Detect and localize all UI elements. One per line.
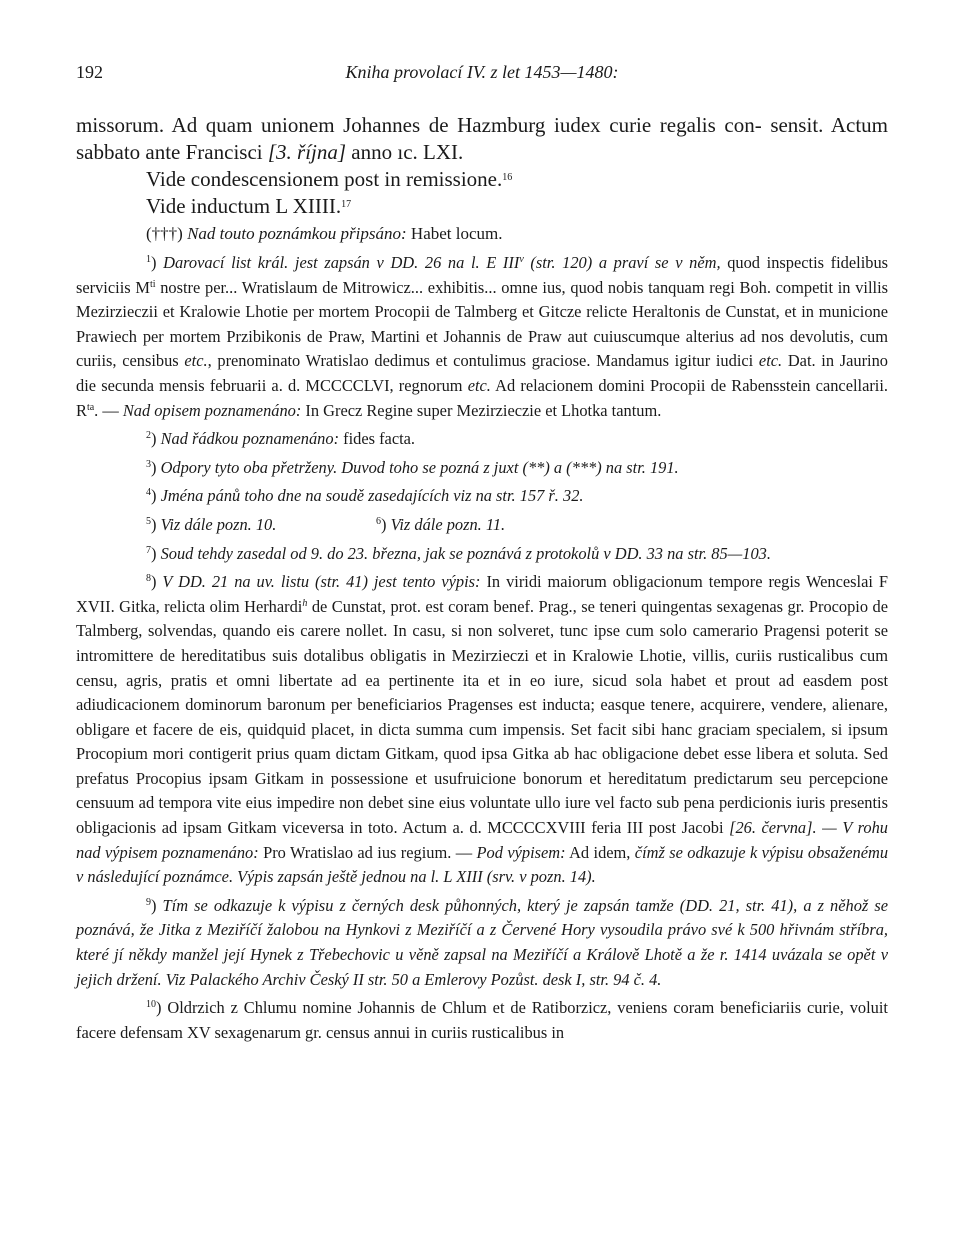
footnote-4: $^4$) Jména pánů toho dne na soudě zasedajících viz na str. 157 ř. 32. bbox=[146, 486, 584, 506]
footnote-3: $^3$) Odpory tyto oba přetrženy. Duvod toho se pozná z juxt (**) a (***) na str. 191. bbox=[146, 457, 679, 477]
footnote-italic: Darovací list král. jest zapsán v DD. 26 na l. E III bbox=[163, 253, 520, 272]
cross-reference bbox=[76, 166, 888, 193]
note-symbol: (†††) bbox=[146, 224, 188, 243]
footnote-9: $^9$) Tím se odkazuje k výpisu z černých desk půhonných, který je zapsán tamže (DD. 21, str. 41), a z něhož se poznává, že Jitka z Meziříčí žalobou na Hynkovi z Meziříčí a z Červené Hory vysoudila právo své k 500 hřivnám stříbra, které jí někdy manžel její Hynek z Třebechovic u věně zapsal na Meziříčí a Králově Lhotě a že r. 1414 uvázala se opět v jejich držení. Viz Palackého Archiv Český II str. 50 a Emlerovy Pozůst. desk I, str. 94 č. 4. bbox=[76, 895, 888, 989]
superscript: h bbox=[302, 597, 308, 609]
footnote-text: de Cunstat, prot. est coram benef. Prag., se teneri quingentas sexagenas gr. Procopio de Talmberg, solvendas, quando eis carere nollet. In casu, si non solveret, tunc ipse cum solo camerario Pragensi poterit se intromittere de hereditatibus suis dotalibus obligatis in Mezirzieczi et in Kralowie Lhotie, villis, curiis rusticalibus cum censu, agris, pratis et omni libertate ad ea pertinente ita et in eo iure, sicud sola habet et prout ad easdem post adiudicacionem dominorum baronum per beneficiarios Pragenses est inducta; easque tenere, acquirere, vendere, alienare, obligare et facere de eis, quidquid placet, in dicta summa cum impensis. Set facit sibi hanc graciam specialem, si ipsum Procopium mori contigerit prius quam dictam Gitkam, quod ipsa Gitka ab hac obligacione debet esse libera et soluta. Sed prefatus Procopius ipsam Gitkam in possessione et usufruicione bonorum et hereditatum predictarum seu percepcione censuum ad tempora vite eius impedire non debet sine eius voluntate ullo iure vel facto sub pena perdicionis iuris presentis obligacionis ad ipsam Gitkam viceversa in toto. Actum a. d. MCCCCXVIII feria III post Jacobi bbox=[76, 596, 888, 838]
footnote-text: Ad idem, bbox=[565, 842, 635, 862]
superscript: ta bbox=[86, 401, 95, 413]
footnote-text: In viridi maiorum obligacionum tempore regis Wenceslai F XVII. Gitka, relicta olim Herhardi bbox=[76, 572, 888, 616]
footnote-1: $^1$) Darovací list král. jest zapsán v DD. 26 na l. E III$^v$ (str. 120) a praví se v něm, quod inspectis fidelibus serviciis $M^{ti}$ nostre per... Wratislaum de Mitrowicz... exhibitis... omne ius, quod nobis tanquam regi Boh. competit in villis Mezirzieczii et Kralowie Lhotie per mortem Procopii de Talmberg et Gitcze relicte Heraltonis de Cunstat, et in municione Prawiech per mortem Przibikonis de Praw, Martini et Johannis de Praw aut cuiuscumque alterius ad nos devolutis, cum curiis, censibus etc., prenominato Wratislao dedimus et contulimus graciose. Mandamus igitur iudici etc. Dat. in Jaurino die secunda mensis februarii a. d. MCCCCLVI, regnorum etc. Ad relacionem domini Procopii de Rabensstein cancellarii. $R^{ta}$. — Nad opisem poznamenáno: In Grecz Regine super Mezirzieczie et Lhotka tantum. bbox=[76, 253, 889, 420]
footnote-number: 3 bbox=[146, 458, 151, 470]
footnote-number: 1 bbox=[146, 254, 151, 265]
note-text: Habet locum. bbox=[406, 224, 503, 243]
footnote-italic: V DD. 21 na uv. listu (str. 41) jest tento výpis: bbox=[162, 572, 481, 592]
main-line: sensit. Actum sabbato ante Francisci bbox=[76, 113, 888, 164]
footnote-number: 8 bbox=[146, 573, 151, 585]
footnote-6: $^6$) Viz dále pozn. 11. bbox=[376, 514, 506, 534]
footnote-ref: 16 bbox=[502, 172, 513, 183]
footnote-number: 9 bbox=[146, 896, 151, 908]
footnote-number: 4 bbox=[146, 487, 151, 499]
footnote-italic: Nad řádkou poznamenáno: bbox=[160, 429, 340, 449]
page-header bbox=[76, 62, 888, 90]
footnote-italic: [26. června]. — V rohu nad výpisem poznamenáno: bbox=[76, 818, 888, 862]
page-number: 192 bbox=[76, 62, 103, 82]
cross-reference-text: Vide condescensionem post in remissione. bbox=[146, 167, 503, 191]
footnote-8: $^8$) V DD. 21 na uv. listu (str. 41) jest tento výpis: In viridi maiorum obligacionum tempore regis Wenceslai F XVII. Gitka, relicta olim Herhardi$^h$ de Cunstat, prot. est coram benef. Prag., se teneri quingentas sexagenas gr. Procopio de Talmberg, solvendas, quando eis carere nollet. In casu, si non solveret, tunc ipse cum solo camerario Pragensi poterit se intromittere de hereditatibus suis dotalibus obligatis in Mezirzieczi et in Kralowie Lhotie, villis, curiis rusticalibus cum censu, agris, pratis et omni libertate ad ea pertinente ita et in eo iure, sicud sola habet et prout ad easdem post adiudicacionem dominorum baronum per beneficiarios Pragenses est inducta; easque tenere, acquirere, vendere, alienare, obligare et facere de eis, quidquid placet, in dicta summa cum impensis. Set facit sibi hanc graciam specialem, si ipsum Procopium mori contigerit prius quam dictam Gitkam, quod ipsa Gitka ab hac obligacione debet esse libera et soluta. Sed prefatus Procopius ipsam Gitkam in possessione et usufruicione bonorum et hereditatum predictarum seu percepcione censuum ad tempora vite eius impedire non debet sine eius voluntate ullo iure vel facto sub pena perdicionis iuris presentis obligacionis ad ipsam Gitkam viceversa in toto. Actum a. d. MCCCCXVIII feria III post Jacobi [26. června]. — V rohu nad výpisem poznamenáno: Pro Wratislao ad ius regium. — Pod výpisem: Ad idem, čímž se odkazuje k výpisu obsaženému v následující poznámce. Výpis zapsán ještě jednou na l. L XIII (srv. v pozn. 14). bbox=[76, 572, 889, 887]
footnote-italic: Nad opisem poznamenáno: bbox=[122, 400, 302, 420]
footnote-2: $^2$) Nad řádkou poznamenáno: fides facta. bbox=[146, 429, 416, 449]
footnote-italic: Jména pánů toho dne na soudě zasedajících viz na str. 157 ř. 32. bbox=[160, 486, 584, 506]
main-line: anno ıc. LXI. bbox=[346, 140, 464, 164]
footnote-number: 10 bbox=[146, 999, 156, 1011]
footnote-italic: (str. 120) a praví se v něm, bbox=[523, 253, 721, 272]
footnote-italic: Viz dále pozn. 11. bbox=[390, 514, 506, 534]
cross-reference bbox=[76, 193, 888, 220]
cross-reference-text: Vide inductum L XIIII. bbox=[146, 194, 342, 218]
footnote-italic: Pod výpisem: bbox=[476, 842, 566, 862]
running-title: Kniha provolací IV. z let 1453—1480: bbox=[345, 62, 619, 82]
footnote-number: 5 bbox=[146, 515, 151, 527]
footnote-text: Oldrzich z Chlumu nomine Johannis de Chlum et de Ratiborzicz, veniens coram beneficiariis curie, voluit facere defensam XV sexagenarum gr. census annui in curiis rusticalibus in bbox=[76, 998, 888, 1042]
footnote-text: In Grecz Regine super Mezirzieczie et Lhotka tantum. bbox=[301, 400, 662, 420]
footnote-number: 2 bbox=[146, 430, 151, 442]
footnote-text: fides facta. bbox=[339, 429, 416, 449]
footnote-text: nostre per... Wratislaum de Mitrowicz... exhibitis... omne ius, quod nobis tanquam regi Boh. competit in villis Mezirzieczii et Kralowie Lhotie per mortem Procopii de Talmberg et Gitcze relicte Heraltonis de Cunstat, et in municione Prawiech per mortem Przibikonis de Praw, Martini et Johannis de Praw aut cuiuscumque alterius ad nos devolutis, cum curiis, censibus bbox=[76, 277, 889, 371]
footnote-italic: Soud tehdy zasedal od 9. do 23. března, jak se poznává z protokolů v DD. 33 na str. 85—103. bbox=[160, 543, 771, 563]
superscript: v bbox=[519, 254, 524, 265]
footnote-italic: Viz dále pozn. 10. bbox=[160, 514, 277, 534]
footnote-text: Ad relacionem domini Procopii de Rabensstein cancellarii. R bbox=[76, 375, 889, 420]
footnote-text: Pro Wratislao ad ius regium. — bbox=[258, 842, 477, 862]
main-line: missorum. Ad quam unionem Johannes de Hazmburg iudex curie regalis con- bbox=[76, 113, 762, 137]
footnote-text: . — bbox=[94, 400, 123, 420]
footnote-number: 6 bbox=[376, 515, 381, 527]
main-text bbox=[76, 112, 888, 247]
footnotes-5-6 bbox=[76, 513, 888, 538]
footnote-text: Dat. in Jaurino die secunda mensis februarii a. d. MCCCCLVI, regnorum bbox=[76, 351, 889, 395]
date-note: [3. října] bbox=[267, 140, 347, 164]
superscript: ti bbox=[149, 278, 156, 290]
main-paragraph bbox=[76, 112, 888, 166]
footnote-10: $^{10}$) Oldrzich z Chlumu nomine Johannis de Chlum et de Ratiborzicz, veniens coram beneficiariis curie, voluit facere defensam XV sexagenarum gr. census annui in curiis rusticalibus in bbox=[76, 998, 888, 1042]
footnote-italic: Tím se odkazuje k výpisu z černých desk půhonných, který je zapsán tamže (DD. 21, str. 41), a z něhož se poznává, že Jitka z Meziříčí žalobou na Hynkovi z Meziříčí a z Červené Hory vysoudila právo své k 500 hřivnám stříbra, které jí někdy manžel její Hynek z Třebechovic u věně zapsal na Meziříčí a Králově Lhotě a že r. 1414 uvázala se opět v jejich držení. Viz Palackého Archiv Český II str. 50 a Emlerovy Pozůst. desk I, str. 94 č. 4. bbox=[76, 895, 888, 989]
footnote-text: quod inspectis fidelibus serviciis M bbox=[76, 253, 889, 297]
footnote-italic: čímž se odkazuje k výpisu obsaženému v následující poznámce. Výpis zapsán ještě jednou na l. L XIII (srv. v pozn. 14). bbox=[76, 842, 889, 887]
margin-note bbox=[76, 220, 888, 247]
footnote-italic: etc. bbox=[758, 351, 783, 371]
footnote-italic: Odpory tyto oba přetrženy. Duvod toho se pozná z juxt (**) a (***) na str. 191. bbox=[160, 457, 679, 477]
footnote-italic: etc. bbox=[467, 375, 491, 395]
note-label: Nad touto poznámkou připsáno: bbox=[187, 224, 407, 243]
footnote-text: , prenominato Wratislao dedimus et contulimus graciose. Mandamus igitur iudici bbox=[207, 351, 759, 371]
footnote-5: $^5$) Viz dále pozn. 10. bbox=[146, 514, 277, 534]
footnote-7: $^7$) Soud tehdy zasedal od 9. do 23. března, jak se poznává z protokolů v DD. 33 na str. 85—103. bbox=[146, 543, 771, 563]
footnote-number: 7 bbox=[146, 544, 151, 556]
footnote-italic: etc. bbox=[184, 351, 208, 371]
footnote-ref: 17 bbox=[341, 199, 352, 210]
book-page bbox=[76, 62, 888, 1045]
